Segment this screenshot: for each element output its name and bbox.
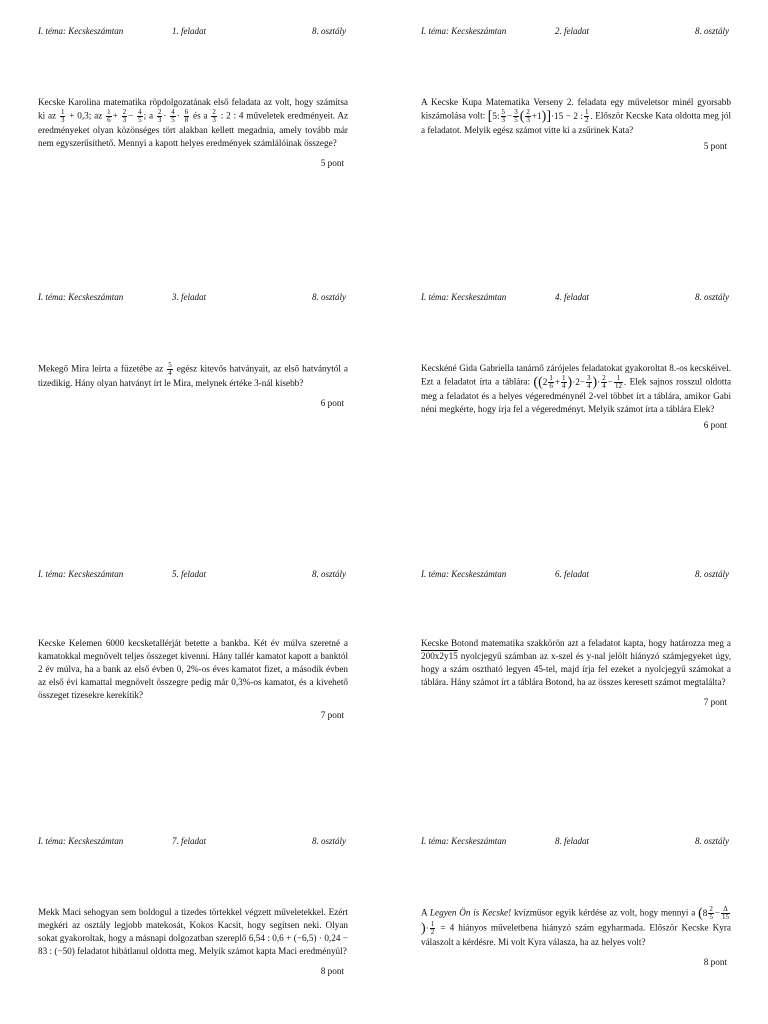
task-text: Kecske Botond matematika szakkörön azt a feladatot kapta, hogy határozza meg a 200x2y15 nyolcjegyű számban az x-szel és y-nal jelölt hiányzó számjegyeket úgy, hogy a szám osztható legyen 45-tel, majd írja fel ezeket a nyolcjegyű számokat a táblára. Hány számot írt a táblára Botond, ha az összes keresett számot megtalálta? (421, 638, 731, 687)
points-label: 8 pont (320, 966, 344, 976)
topic-label: I. téma: Kecskeszámtan (421, 26, 507, 36)
task-text: Mekegő Mira leírta a füzetébe az $\frac{5}{4}$ egész kitevős hatványait, az első hatványtól a tizedikig. Hány olyan hatványt írt le Mira, melynek értéke 3-nál kisebb? (38, 361, 349, 388)
task-number: 7. feladat (172, 836, 206, 846)
grade-label: 8. osztály (694, 292, 729, 302)
card-header (421, 569, 731, 583)
task-card-2 (421, 26, 731, 151)
topic-label: I. téma: Kecskeszámtan (38, 292, 124, 302)
card-header (421, 836, 731, 850)
task-card-5 (38, 569, 348, 720)
grade-label: 8. osztály (311, 569, 346, 579)
task-text: Kecske Karolina matematika röpdolgozatának első feladata az volt, hogy számítsa ki az $\frac{1}{3}$ + 0,3; az $\frac{1}{6}$ + $\frac{2}{3}$ − $\frac{4}{5}$ ; a $\frac{2}{3}$ · $\frac{4}{5}$ · $\frac{6}{8}$ és a $\frac{2}{3}$ : 2 : 4 műveletek eredményeit. Az eredményeket olyan közönséges tört alakban kellett megadnia, amely tovább már nem egyszerűsíthető. Mennyi a kapott helyes eredmények számlálóinak összege? (38, 97, 349, 148)
topic-label: I. téma: Kecskeszámtan (38, 26, 124, 36)
task-text: Mekk Maci sehogyan sem boldogul a tizedes törtekkel végzett műveletekkel. Ezért megkéri az osztály legjobb matekosát, Kokos Kacsit, hogy segítsen neki. Olyan sokat gyakoroltak, hogy a másnapi dolgozatban szereplő 6,54 : 0,6 + (−6,5) · 0,24 − 83 : (−50) feladatot hibátlanul oldotta meg. Melyik számot kapta Maci eredményül? (38, 907, 348, 956)
task-card-3 (38, 292, 348, 408)
card-header (38, 26, 348, 40)
topic-label: I. téma: Kecskeszámtan (38, 836, 124, 846)
task-card-1 (38, 26, 348, 168)
grade-label: 8. osztály (694, 26, 729, 36)
task-text: Kecske Kelemen 6000 kecsketallérját betette a bankba. Két év múlva szeretné a kamatokkal megnövelt teljes összeget kivenni. Hány tallér kamatot kapott a banktól 2 év múlva, ha a bank az első évben 0, 2%-os éves kamatot fizet, a második évben az első évi kamattal megnövelt összegre pedig már 0,3%-os kamatot, és a kivehető összeget tizesekre kerekítik? (38, 638, 348, 700)
task-text: A Kecske Kupa Matematika Verseny 2. feladata egy műveletsor minél gyorsabb kiszámolása volt: [5: $\frac{5}{3}$ − $\frac{3}{5}$ ( $\frac{2}{3}$ +1)]·15 − 2 : $\frac{1}{2}$ . Először Kecske Kata oldotta meg jól a feladatot. Melyik egész számot vitte ki a zsűrinek Kata? (421, 97, 732, 135)
points-label: 5 pont (703, 141, 727, 151)
grade-label: 8. osztály (694, 836, 729, 846)
task-number: 4. feladat (555, 292, 589, 302)
task-text: Kecskéné Gida Gabriella tanárnő zárójeles feladatokat gyakoroltat 8.-os kecskéivel. Ezt a feladatot írta a táblára: ((2 $\frac{1}{6}$ + $\frac{1}{4}$ )·2− $\frac{3}{4}$ )· $\frac{2}{4}$ − $\frac{1}{12}$ . Elek sajnos rosszul oldotta meg a feladatot és a helyes végeredménynél 2-vel többet írt a táblára, amikor Gabi néni megkérte, hogy írja fel a végeredményt. Melyik számot írta a táblára Elek? (421, 363, 732, 414)
points-label: 7 pont (703, 697, 727, 707)
task-number: 6. feladat (555, 569, 589, 579)
grade-label: 8. osztály (311, 292, 346, 302)
task-text: A Legyen Ön is Kecske! kvízműsor egyik kérdése az volt, hogy mennyi a (8 $\frac{2}{5}$ − $\frac{\Delta}{15}$ )· $\frac{1}{2}$ = 4 hiányos műveletbena hiányzó szám egyharmada. Először Kecske Kyra válaszolt a kérdésre. Mi volt Kyra válasza, ha az helyes volt? (421, 905, 731, 947)
topic-label: I. téma: Kecskeszámtan (421, 569, 507, 579)
topic-label: I. téma: Kecskeszámtan (38, 569, 124, 579)
task-number: 3. feladat (172, 292, 206, 302)
task-number: 1. feladat (172, 26, 206, 36)
task-card-4 (421, 292, 731, 430)
math-expression: [5: $\frac{5}{3}$ − $\frac{3}{5}$ ( $\frac{2}{3}$ +1)]·15 − 2 : $\frac{1}{2}$ . (487, 108, 596, 124)
card-header (421, 26, 731, 40)
card-header (421, 292, 731, 306)
card-header (38, 836, 348, 850)
card-header (38, 569, 348, 583)
grade-label: 8. osztály (694, 569, 729, 579)
topic-label: I. téma: Kecskeszámtan (421, 836, 507, 846)
topic-label: I. téma: Kecskeszámtan (421, 292, 507, 302)
task-card-7 (38, 836, 348, 976)
math-expression: ((2 $\frac{1}{6}$ + $\frac{1}{4}$ )·2− $\frac{3}{4}$ )· $\frac{2}{4}$ − $\frac{1}{12}$ . (533, 374, 630, 390)
grade-label: 8. osztály (311, 26, 346, 36)
points-label: 7 pont (320, 710, 344, 720)
show-name: Legyen Ön is Kecske! (429, 907, 512, 918)
task-number: 5. feladat (172, 569, 206, 579)
task-number: 2. feladat (555, 26, 589, 36)
points-label: 5 pont (320, 158, 344, 168)
math-expression: (8 $\frac{2}{5}$ − $\frac{\Delta}{15}$ )· $\frac{1}{2}$ (421, 905, 730, 936)
task-card-8 (421, 836, 731, 967)
points-label: 8 pont (703, 957, 727, 967)
task-number: 8. feladat (555, 836, 589, 846)
fraction: $\frac{1}{3}$ (60, 108, 65, 124)
task-card-6 (421, 569, 731, 707)
grade-label: 8. osztály (311, 836, 346, 846)
card-header (38, 292, 348, 306)
digit-pattern: 200x2y15 (421, 651, 458, 661)
points-label: 6 pont (703, 420, 727, 430)
points-label: 6 pont (320, 398, 344, 408)
